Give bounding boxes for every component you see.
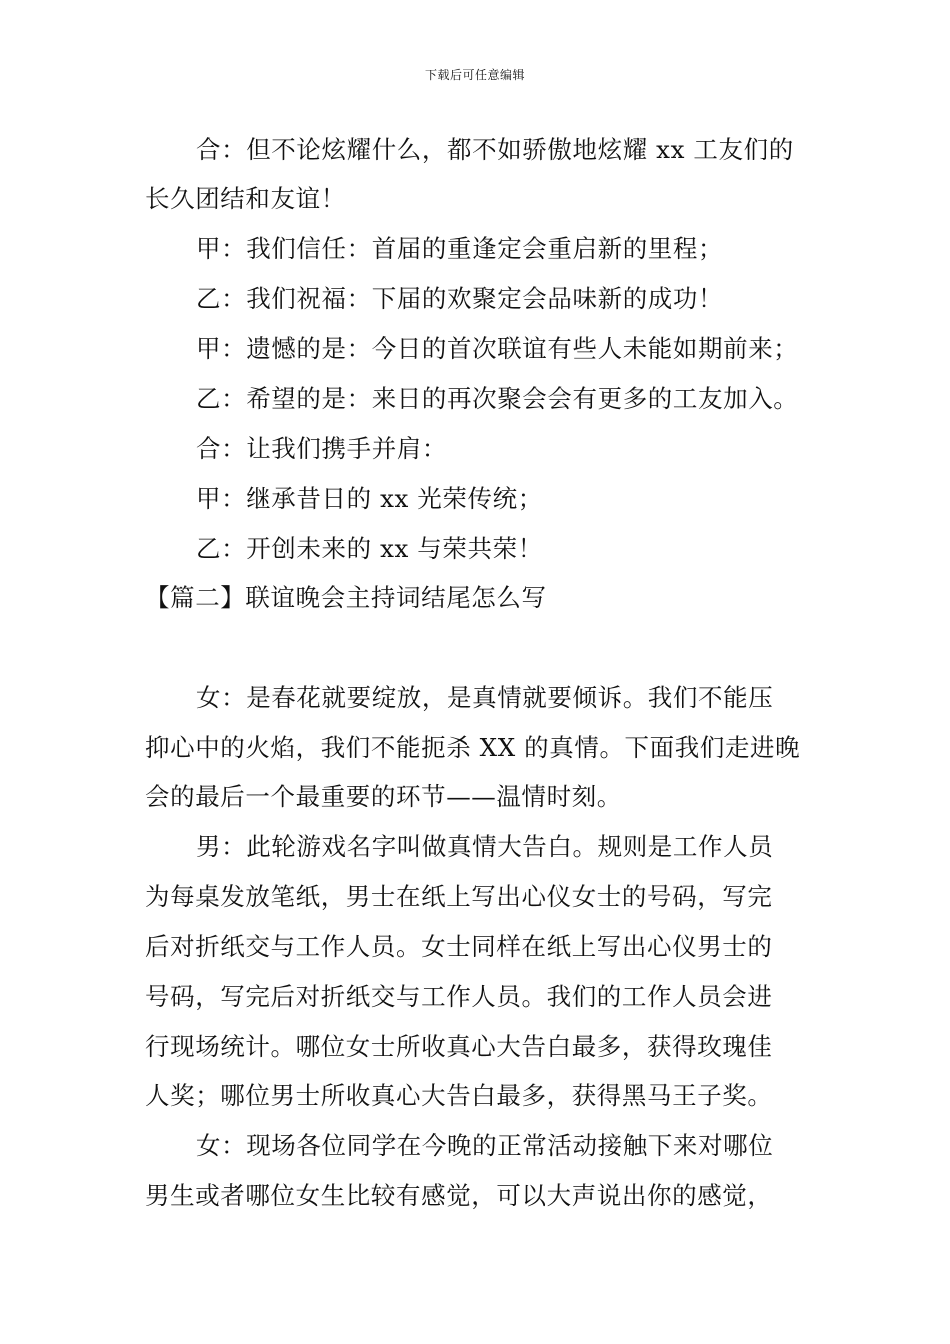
text-line: 女：是春花就要绽放，是真情就要倾诉。我们不能压 bbox=[196, 683, 774, 712]
text-line: 合：但不论炫耀什么，都不如骄傲地炫耀 xx 工友们的 bbox=[196, 135, 794, 164]
text-line: 为每桌发放笔纸，男士在纸上写出心仪女士的号码，写完 bbox=[145, 882, 773, 911]
page-header: 下载后可任意编辑 bbox=[424, 68, 525, 82]
section-heading: 【篇二】联谊晚会主持词结尾怎么写 bbox=[145, 583, 547, 612]
text-line: 抑心中的火焰，我们不能扼杀 XX 的真情。下面我们走进晚 bbox=[145, 733, 801, 762]
text-line: 甲：遗憾的是：今日的首次联谊有些人未能如期前来； bbox=[196, 334, 799, 363]
text-line: 甲：我们信任：首届的重逢定会重启新的里程； bbox=[196, 234, 724, 263]
text-line: 号码，写完后对折纸交与工作人员。我们的工作人员会进 bbox=[145, 982, 773, 1011]
text-line: 甲：继承昔日的 xx 光荣传统； bbox=[196, 484, 543, 513]
text-line: 乙：开创未来的 xx 与荣共荣！ bbox=[196, 534, 543, 563]
text-line: 人奖；哪位男士所收真心大告白最多，获得黑马王子奖。 bbox=[145, 1081, 773, 1110]
text-line: 行现场统计。哪位女士所收真心大告白最多，获得玫瑰佳 bbox=[145, 1032, 773, 1061]
text-line: 乙：希望的是：来日的再次聚会会有更多的工友加入。 bbox=[196, 384, 799, 413]
text-line: 男：此轮游戏名字叫做真情大告白。规则是工作人员 bbox=[196, 832, 774, 861]
text-line: 长久团结和友谊！ bbox=[145, 184, 346, 213]
text-line: 乙：我们祝福：下届的欢聚定会品味新的成功！ bbox=[196, 284, 724, 313]
text-line: 会的最后一个最重要的环节——温情时刻。 bbox=[145, 782, 622, 811]
text-line: 合：让我们携手并肩： bbox=[196, 434, 447, 463]
text-line: 后对折纸交与工作人员。女士同样在纸上写出心仪男士的 bbox=[145, 932, 773, 961]
text-line: 男生或者哪位女生比较有感觉，可以大声说出你的感觉， bbox=[145, 1181, 773, 1210]
text-line: 女：现场各位同学在今晚的正常活动接触下来对哪位 bbox=[196, 1131, 774, 1160]
